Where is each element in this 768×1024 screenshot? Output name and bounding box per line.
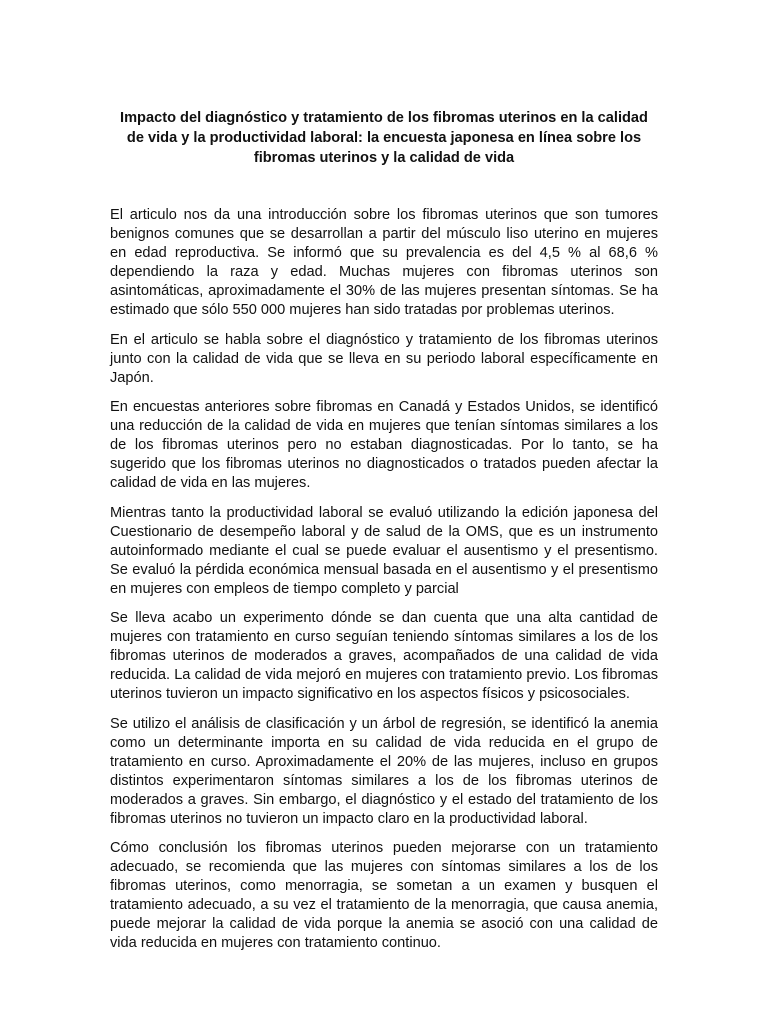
document-body [110, 206, 658, 953]
paragraph-analisis: Se utilizo el análisis de clasificación y un árbol de regresión, se identificó la anemia como un determinante importa en su calidad de vida reducida en el grupo de tratamiento en curso. Aproximadamente el 20% de las mujeres, incluso en grupos distintos experimentaron síntomas similares a los de los fibromas uterinos de moderados a graves. Sin embargo, el diagnóstico y el estado del tratamiento de los fibromas uterinos no tuvieron un impacto claro en la productividad laboral. [110, 715, 658, 827]
paragraph-experimento: Se lleva acabo un experimento dónde se dan cuenta que una alta cantidad de mujeres con tratamiento en curso seguían teniendo síntomas similares a los de los fibromas uterinos de moderados a graves, acompañados de una calidad de vida reducida. La calidad de vida mejoró en mujeres con tratamiento previo. Los fibromas uterinos tuvieron un impacto significativo en los aspectos físicos y psicosociales. [110, 610, 658, 702]
paragraph-tema: En el articulo se habla sobre el diagnóstico y tratamiento de los fibromas uterinos junto con la calidad de vida que se lleva en su periodo laboral específicamente en Japón. [110, 331, 658, 386]
paragraph-conclusion: Cómo conclusión los fibromas uterinos pueden mejorarse con un tratamiento adecuado, se recomienda que las mujeres con síntomas similares a los de los fibromas uterinos, como menorragia, se sometan a un examen y busquen el tratamiento adecuado, a su vez el tratamiento de la menorragia, que causa anemia, puede mejorar la calidad de vida porque la anemia se asoció con una calidad de vida reducida en mujeres con tratamiento continuo. [110, 840, 658, 951]
paragraph-introduccion: El articulo nos da una introducción sobre los fibromas uterinos que son tumores benignos comunes que se desarrollan a partir del músculo liso uterino en mujeres en edad reproductiva. Se informó que su prevalencia es del 4,5 % al 68,6 % dependiendo la raza y edad. Muchas mujeres con fibromas uterinos son asintomáticas, aproximadamente el 30% de las mujeres presentan síntomas. Se ha estimado que sólo 550 000 mujeres han sido tratadas por problemas uterinos. [110, 207, 658, 318]
paragraph-encuestas-anteriores: En encuestas anteriores sobre fibromas en Canadá y Estados Unidos, se identificó una reducción de la calidad de vida en mujeres que tenían síntomas similares a los de los fibromas uterinos pero no estaban diagnosticadas. Por lo tanto, se ha sugerido que los fibromas uterinos no diagnosticados o tratados pueden afectar la calidad de vida en las mujeres. [110, 399, 658, 491]
document-page [110, 108, 658, 964]
document-title: Impacto del diagnóstico y tratamiento de los fibromas uterinos en la calidad de vida y la productividad laboral: la encuesta japonesa en línea sobre los fibromas uterinos y la calidad de vida [120, 110, 648, 166]
paragraph-productividad-laboral: Mientras tanto la productividad laboral se evaluó utilizando la edición japonesa del Cuestionario de desempeño laboral y de salud de la OMS, que es un instrumento autoinformado mediante el cual se puede evaluar el ausentismo y el presentismo. Se evaluó la pérdida económica mensual basada en el ausentismo y el presentismo en mujeres con empleos de tiempo completo y parcial [110, 504, 658, 597]
